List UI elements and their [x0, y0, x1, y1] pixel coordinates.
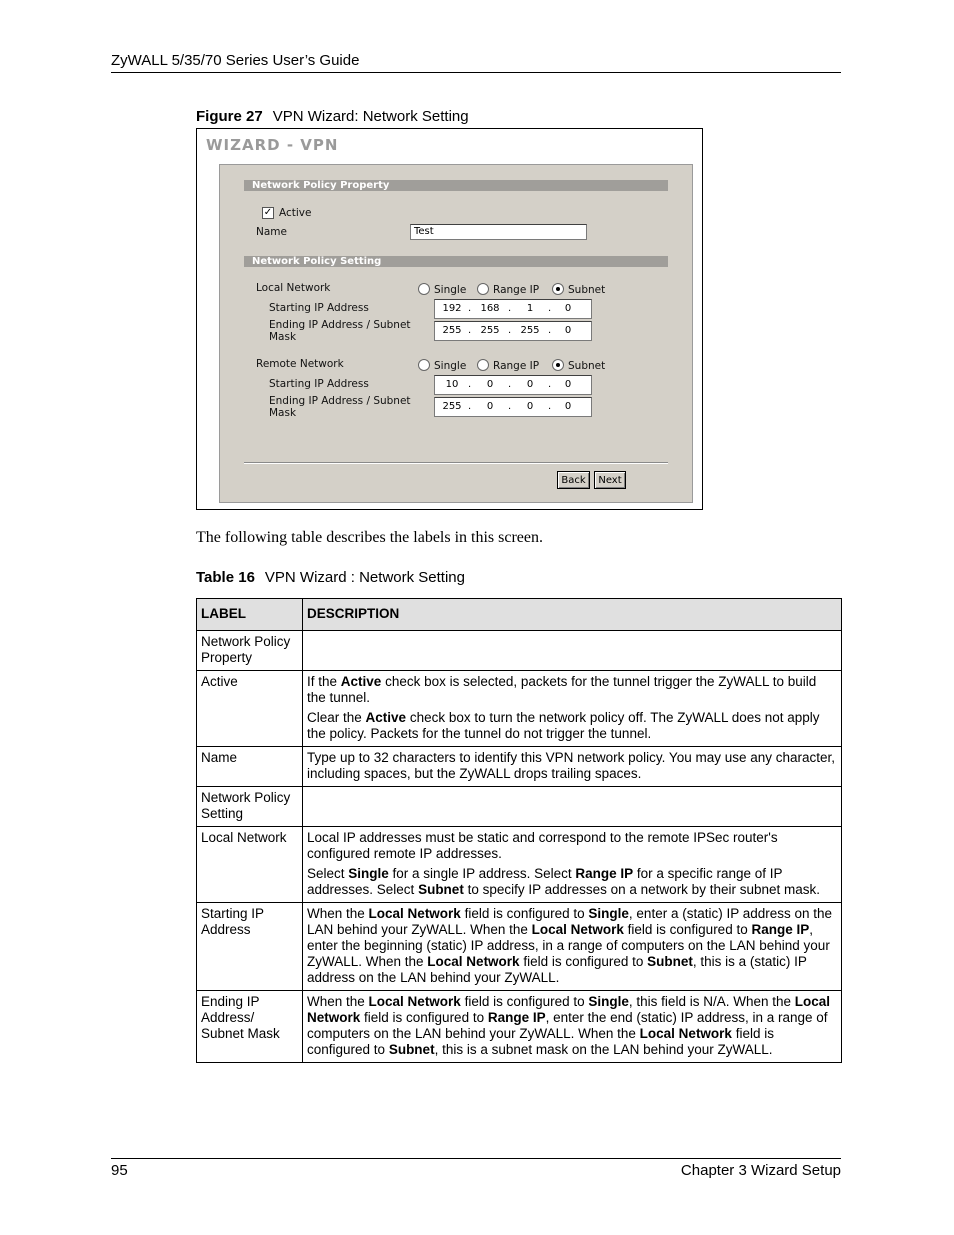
description-term: Local Network: [639, 1026, 732, 1041]
local-ending-ip-input[interactable]: 255 . 255 . 255 . 0: [434, 321, 592, 341]
description-term: Local Network: [427, 954, 520, 969]
description-text: , this is a (static) IP address on the LAN behind your ZyWALL.: [307, 954, 807, 985]
header-rule: [111, 72, 841, 73]
row-label: Local Network: [197, 827, 303, 903]
back-button[interactable]: Back: [557, 471, 590, 489]
wizard-panel: [219, 164, 693, 503]
description-term: Single: [588, 906, 629, 921]
description-term: Active: [340, 674, 382, 689]
local-single-label: Single: [434, 284, 467, 296]
ip-octet: 0: [564, 303, 572, 314]
description-text: field is configured to: [460, 994, 589, 1009]
remote-starting-ip-input[interactable]: 10 . 0 . 0 . 0: [434, 375, 592, 395]
table-title: VPN Wizard : Network Setting: [264, 569, 465, 586]
row-description: [303, 747, 842, 787]
table-caption: [196, 569, 465, 586]
ip-octet: 0: [526, 379, 534, 390]
remote-subnet-label: Subnet: [568, 360, 606, 372]
description-term: Single: [348, 866, 389, 881]
description-paragraph: [307, 674, 837, 706]
description-text: field is configured to: [307, 1026, 774, 1057]
table-row: [197, 827, 842, 903]
ip-octet: 0: [564, 401, 572, 412]
description-text: field is configured to: [360, 1010, 488, 1025]
description-text: Clear the: [307, 710, 366, 725]
description-term: Local Network: [307, 994, 831, 1025]
description-text: When the: [307, 906, 369, 921]
table-row: [197, 787, 842, 827]
local-starting-ip-input[interactable]: 192 . 168 . 1 . 0: [434, 299, 592, 319]
description-term: Subnet: [418, 882, 464, 897]
local-range-label: Range IP: [493, 284, 540, 296]
table-row: [197, 671, 842, 747]
remote-single-radio[interactable]: [418, 359, 430, 371]
page-number: 95: [111, 1162, 128, 1179]
row-description: [303, 671, 842, 747]
description-table: [196, 598, 842, 1063]
description-text: Local IP addresses must be static and correspond to the remote IPSec router's configured remote IP addresses.: [307, 830, 778, 861]
ip-octet: 192: [442, 303, 462, 314]
description-term: Local Network: [531, 922, 624, 937]
row-label: Network Policy Setting: [197, 787, 303, 827]
screenshot-frame: [196, 128, 703, 510]
description-term: Subnet: [388, 1042, 435, 1057]
figure-caption: [196, 108, 469, 125]
remote-single-label: Single: [434, 360, 467, 372]
row-description: [303, 827, 842, 903]
local-ending-ip-label: Ending IP Address / Subnet Mask: [269, 319, 411, 343]
description-text: , this is a subnet mask on the LAN behind your ZyWALL.: [434, 1042, 773, 1057]
remote-network-label: Remote Network: [256, 358, 344, 370]
remote-subnet-radio[interactable]: [552, 359, 564, 371]
description-text: , enter a (static) IP address on the LAN behind your ZyWALL. When the: [307, 906, 833, 937]
description-text: If the: [307, 674, 341, 689]
table-row: [197, 991, 842, 1063]
section-network-policy-setting: Network Policy Setting: [244, 256, 668, 267]
table-row: [197, 747, 842, 787]
ip-octet: 0: [526, 401, 534, 412]
row-label: Starting IP Address: [197, 903, 303, 991]
description-term: Subnet: [647, 954, 693, 969]
name-input[interactable]: Test: [410, 224, 587, 240]
description-text: for a specific range of IP addresses. Select: [307, 866, 783, 897]
description-term: Single: [588, 994, 629, 1009]
ip-octet: 0: [564, 379, 572, 390]
description-term: Range IP: [751, 922, 810, 937]
remote-range-label: Range IP: [493, 360, 540, 372]
description-text: Type up to 32 characters to identify this VPN network policy. You may use any character, including spaces, but the ZyWALL drops trailing spaces.: [307, 750, 836, 781]
next-button[interactable]: Next: [594, 471, 626, 489]
section-network-policy-property: Network Policy Property: [244, 180, 668, 191]
chapter-title: Chapter 3 Wizard Setup: [680, 1162, 841, 1179]
remote-range-radio[interactable]: [477, 359, 489, 371]
ip-octet: 10: [445, 379, 459, 390]
header-description: DESCRIPTION: [303, 599, 842, 631]
panel-divider: [244, 462, 668, 464]
row-description: [303, 991, 842, 1063]
description-term: Active: [365, 710, 407, 725]
row-label: Name: [197, 747, 303, 787]
description-text: for a single IP address. Select: [388, 866, 576, 881]
description-paragraph: [307, 866, 837, 898]
description-paragraph: [307, 906, 837, 986]
description-text: check box to turn the network policy off. The ZyWALL does not apply the policy. Packets for the tunnel do not trigger the tunnel.: [307, 710, 820, 741]
row-label: Network Policy Property: [197, 631, 303, 671]
header-label: LABEL: [197, 599, 303, 631]
remote-ending-ip-label: Ending IP Address / Subnet Mask: [269, 395, 411, 419]
description-text: field is configured to: [519, 954, 648, 969]
description-text: , this field is N/A. When the: [628, 994, 795, 1009]
footer-rule: [111, 1158, 841, 1159]
table-header-row: [197, 599, 842, 631]
table-number: Table 16: [196, 569, 255, 586]
running-header: ZyWALL 5/35/70 Series User’s Guide: [111, 52, 360, 69]
description-text: check box is selected, packets for the tunnel trigger the ZyWALL to build the tunnel.: [307, 674, 817, 705]
ip-octet: 0: [486, 379, 494, 390]
active-checkbox[interactable]: ✓: [263, 207, 273, 218]
ip-octet: 255: [520, 325, 540, 336]
description-text: , enter the end (static) IP address, in a range of computers on the LAN behind your ZyWALL. When the: [307, 1010, 828, 1041]
figure-title: VPN Wizard: Network Setting: [272, 108, 469, 125]
row-label: Active: [197, 671, 303, 747]
name-label: Name: [256, 226, 287, 238]
description-paragraph: [307, 994, 837, 1058]
local-subnet-radio[interactable]: [552, 283, 564, 295]
local-starting-ip-label: Starting IP Address: [269, 302, 369, 314]
description-term: Range IP: [575, 866, 634, 881]
row-description: [303, 787, 842, 827]
local-network-label: Local Network: [256, 282, 331, 294]
figure-number: Figure 27: [196, 108, 263, 125]
ip-octet: 255: [442, 325, 462, 336]
description-paragraph: [307, 750, 837, 782]
ip-octet: 0: [486, 401, 494, 412]
ip-octet: 168: [480, 303, 500, 314]
description-term: Range IP: [487, 1010, 546, 1025]
ip-octet: 0: [564, 325, 572, 336]
local-range-radio[interactable]: [477, 283, 489, 295]
ip-octet: 255: [442, 401, 462, 412]
row-description: [303, 631, 842, 671]
local-subnet-label: Subnet: [568, 284, 606, 296]
local-single-radio[interactable]: [418, 283, 430, 295]
table-row: [197, 903, 842, 991]
description-text: Select: [307, 866, 349, 881]
description-paragraph: [307, 710, 837, 742]
active-label: Active: [279, 207, 312, 219]
wizard-title: WIZARD - VPN: [206, 136, 339, 154]
intro-text: The following table describes the labels in this screen.: [196, 529, 544, 546]
ip-octet: 255: [480, 325, 500, 336]
description-paragraph: [307, 830, 837, 862]
description-text: field is configured to: [623, 922, 752, 937]
description-term: Local Network: [368, 994, 461, 1009]
description-text: to specify IP addresses on a network by their subnet mask.: [463, 882, 820, 897]
row-label: Ending IP Address/ Subnet Mask: [197, 991, 303, 1063]
table-row: [197, 631, 842, 671]
row-description: [303, 903, 842, 991]
remote-ending-ip-input[interactable]: 255 . 0 . 0 . 0: [434, 397, 592, 417]
remote-starting-ip-label: Starting IP Address: [269, 378, 369, 390]
description-text: field is configured to: [460, 906, 589, 921]
description-text: , enter the beginning (static) IP address, in a range of computers on the LAN behind your ZyWALL. When the: [307, 922, 830, 969]
ip-octet: 1: [526, 303, 534, 314]
description-text: When the: [307, 994, 369, 1009]
description-term: Local Network: [368, 906, 461, 921]
